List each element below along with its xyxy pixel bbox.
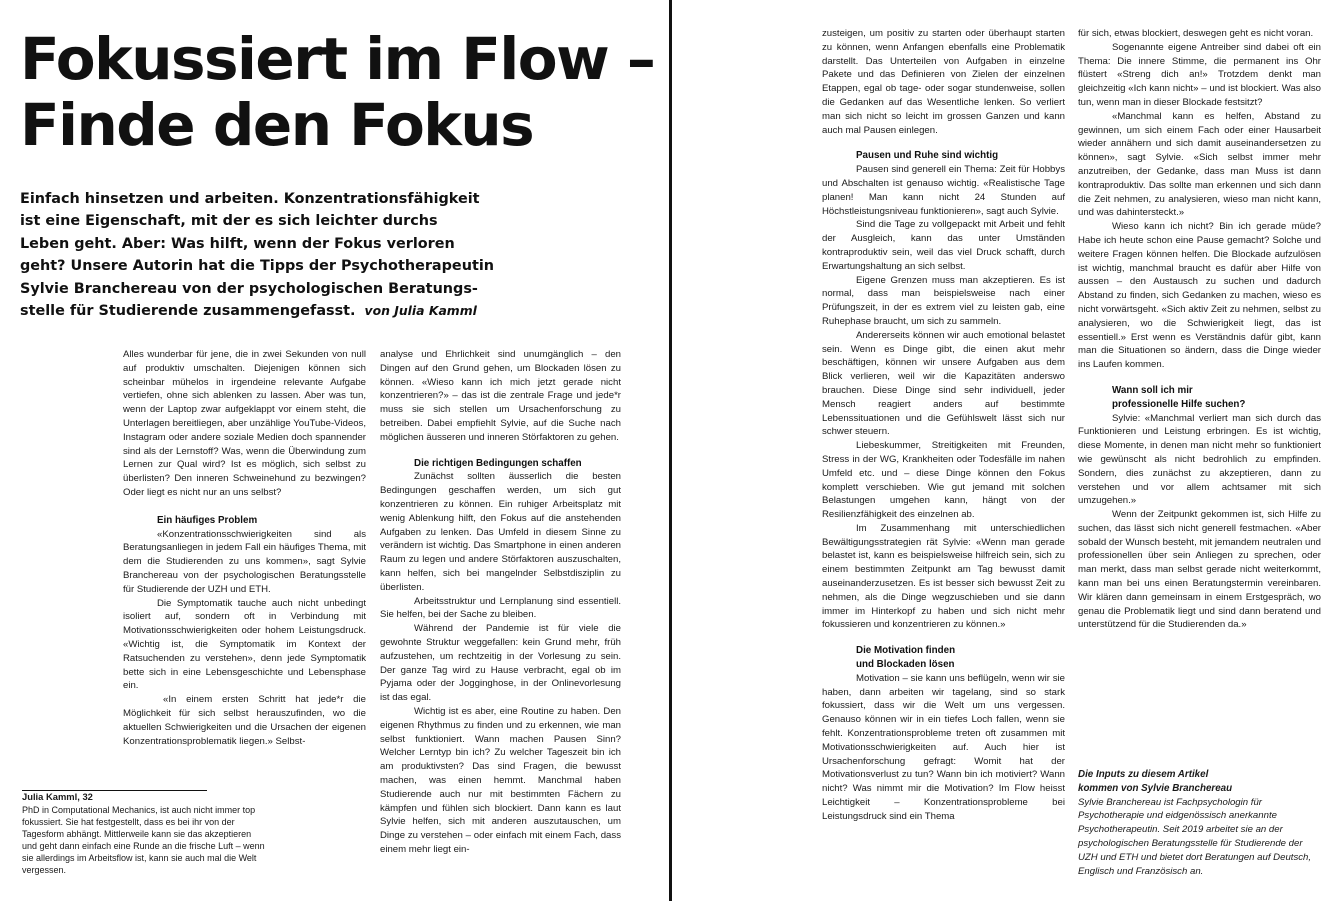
subheading <box>1078 384 1321 412</box>
lead-line-last <box>20 300 520 322</box>
article-lead <box>20 188 520 322</box>
paragraph: Während der Pandemie ist für viele die gewohnte Struktur weggefallen: kein Grund mehr, früh aufzustehen, um rechtzeitig in der Vorlesung zu sein. Der ganze Tag wird zu Hause verbracht, egal ob im Pyjama oder der Jogginghose, in der Onlinevorlesung ist das egal. <box>380 623 621 704</box>
body-column-2 <box>380 348 621 857</box>
lead-line: Leben geht. Aber: Was hilft, wenn der Fokus verloren <box>20 235 455 252</box>
paragraph: Liebeskummer, Streitigkeiten mit Freunden, Stress in der WG, Krankheiten oder Todesfälle im nahen Umfeld etc. und – diese Dinge können den Fokus komplett verschieben. Wie gut jemand mit solchen Belastungen umgehen kann, hängt von der Resilienzfähigkeit des einzelnen ab. <box>822 440 1065 521</box>
paragraph: Sogenannte eigene Antreiber sind dabei oft ein Thema: Die innere Stimme, die permanent ins Ohr flüstert «Streng dich an!» Trotzdem denkt man gleichzeitig «Ich kann nicht» – und ist blockiert. Was also tun, wenn man in dieser Blockade festsitzt? <box>1078 41 1321 108</box>
paragraph: Wenn der Zeitpunkt gekommen ist, sich Hilfe zu suchen, das lässt sich nicht generell festmachen. «Aber sobald der Wunsch besteht, mit jemandem neutralen und professionellen über sein Anliegen zu sprechen, oder man merkt, dass man selbst gerade nicht weiterkommt, kann man bei uns einen Beratungstermin vereinbaren. Wir klären dann gemeinsam in einem Erstgespräch, wo genau die Problematik liegt und sind dann beratend und unterstützend für die Studierenden da.» <box>1078 509 1322 631</box>
subheading-line: Die Motivation finden <box>856 645 956 657</box>
info-heading-line: Die Inputs zu diesem Artikel <box>1078 769 1209 780</box>
paragraph: Andererseits können wir auch emotional belastet sein. Wenn es Dinge gibt, die einen akut mehr beschäftigen, können wir unsere Aufgaben aus dem Blick verlieren, weil wir die Kapazitäten anderswo brauchen. Diese Dinge sind sehr individuell, jeder Mensch reagiert anders auf bestimmte Lebenssituationen und die Gefühlswelt lässt sich nur schwer steuern. <box>822 329 1065 438</box>
subheading: Ein häufiges Problem <box>157 514 258 526</box>
paragraph: Die Symptomatik tauche auch nicht unbedingt isoliert auf, sondern oft in Verbindung mit Motivationsschwierigkeiten oder hohem Leistungsdruck. «Wichtig ist, die Symptomatik im Kontext der Ratsuchenden zu verstehen», denn jede Symptomatik bette sich in eine Lebensgeschichte und Lebensphase ein. <box>123 597 366 692</box>
paragraph: «Konzentrationsschwierigkeiten sind als Beratungsanliegen in jedem Fall ein häufiges Thema, mit dem die Studierenden zu uns kommen», sagt Sylvie Branchereau von der psychologischen Beratungsstelle für Studierende der UZH und ETH. <box>123 528 366 595</box>
paragraph: Sylvie: «Manchmal verliert man sich durch das Funktionieren und Leistung erbringen. Es ist wichtig, diese Momente, in denen man nicht mehr so funktioniert wie gewünscht als nicht bedrohlich zu empfinden. Sondern, dies zunächst zu akzeptieren, dann zu verstehen und vor allem achtsamer mit sich umzugehen.» <box>1078 412 1321 507</box>
subheading-line: Wann soll ich mir <box>1112 384 1193 396</box>
paragraph: «Manchmal kann es helfen, Abstand zu gewinnen, um sich einem Fach oder einer Hausarbeit wieder annähern und sich damit auseinandersetzen zu können», sagt Sylvie. «Sich selbst immer mehr anzutreiben, der Gedanke, dass man Muss ist dann kontraproduktiv. Das sollte man erkennen und sich dann die Zeit nehmen, zu analysieren, wieso man nicht kann, und was dahintersteckt.» <box>1078 110 1321 219</box>
paragraph: Pausen sind generell ein Thema: Zeit für Hobbys und Abschalten ist genauso wichtig. «Realistische Tage planen! Man kann nicht 24 Stunden auf Höchstleistungsniveau funktionieren», sagt auch Sylvie. <box>822 164 1065 217</box>
paragraph: Im Zusammenhang mit unterschiedlichen Bewältigungsstrategien rät Sylvie: «Wenn man gerade belastet ist, kann es beispielsweise hilfreich sein, sich zu einem bestimmten Zeitpunkt am Tag bewusst damit auseinanderzusetzen. Es ist besser sich bewusst Zeit zu nehmen, als die Dinge wegzuschieben und sie dann immer im Hinterkopf zu haben und sich nicht mehr fokussieren und konzentrieren zu können.» <box>822 522 1065 631</box>
info-text: Sylvie Branchereau ist Fachpsychologin für Psychotherapie und eidgenössisch anerkannte Psychotherapeutin. Seit 2019 arbeitet sie an der psychologischen Beratungsstelle für Studierende der UZH und ETH und bietet dort Beratungen auf Deutsch, Englisch und Französisch an. <box>1078 796 1312 877</box>
paragraph: analyse und Ehrlichkeit sind unumgänglich – den Dingen auf den Grund gehen, um Blockaden lösen zu können. «Wieso kann ich mich jetzt gerade nicht konzentrieren?» – das ist die zentrale Frage und jede*r muss sie sich stellen um Ursachenforschung zu betreiben. Dabei empfiehlt Sylvie, auf die Suche nach möglichen äusseren und inneren Störfaktoren zu gehen. <box>380 349 621 443</box>
author-byline: von Julia Kamml <box>364 303 477 319</box>
lead-line: Sylvie Branchereau von der psychologischen Beratungs- <box>20 280 478 297</box>
lead-line: stelle für Studierende zusammengefasst. <box>20 303 356 320</box>
lead-line: geht? Unsere Autorin hat die Tipps der Psychotherapeutin <box>20 258 494 275</box>
body-column-3 <box>822 27 1065 824</box>
paragraph: Motivation – sie kann uns beflügeln, wenn wir sie haben, dann arbeiten wir tagelang, sind so stark fokussiert, dass wir die Welt um uns vergessen. Genauso können wir in ein tiefes Loch fallen, wenn sie fehlt. Konzentrationsprobleme treten oft zusammen mit Motivationsschwierigkeiten auf. Auch hier ist Ursachenforschung gefragt: Womit hat der Motivationsverlust zu tun? Wann bin ich motiviert? Wann nicht? Was nimmt mir die Motivation? Im Flow heisst Leichtigkeit – Konzentrationsprobleme bei Leistungsdruck sind ein Thema <box>822 672 1065 822</box>
subheading-line: und Blockaden lösen <box>856 659 955 671</box>
info-heading-line: kommen von Sylvie Branchereau <box>1078 782 1233 794</box>
bio-text: PhD in Computational Mechanics, ist auch nicht immer top fokussiert. Sie hat festgestellt, dass es bei ihr von der Tagesform abhängt. Mittlerweile kann sie das akzeptieren und geht dann einfach eine Runde an die frische Luft – wenn sie allerdings im Arbeitsflow ist, kann sie auch mal die Welt vergessen. <box>22 805 265 875</box>
lead-line: Einfach hinsetzen und arbeiten. Konzentrationsfähigkeit <box>20 191 480 207</box>
paragraph: Alles wunderbar für jene, die in zwei Sekunden von null auf produktiv umschalten. Diejenigen können sich scheinbar mühelos in irgendeine relevante Aufgabe vertiefen, ohne sich ablenken zu lassen. Aber was tun, wenn der Laptop zwar aufgeklappt vor einem steht, die Unterlagen bereitliegen, aber unzählige YouTube-Videos, Instagram oder andere soziale Medien doch spannender sind als der Lernstoff? Was, wenn die Überwindung zum Lernen zur Qual wird? Ist es möglich, sich selbst zu überlisten? Den inneren Schweinehund zu bezwingen? Oder liegt es nicht nur an uns selbst? <box>123 349 366 498</box>
paragraph: Eigene Grenzen muss man akzeptieren. Es ist normal, dass man beispielsweise nach einer Prüfungszeit, in der es extrem viel zu leisten gab, eine Ruhephase braucht, um sich zu sammeln. <box>822 274 1065 327</box>
title-line-2: Finde den Fokus <box>20 91 534 159</box>
paragraph: Wichtig ist es aber, eine Routine zu haben. Den eigenen Rhythmus zu finden und zu erkennen, wie man selbst funktioniert. Wann machen Pausen Sinn? Welcher Lerntyp bin ich? Zu welcher Tageszeit bin ich am produktivsten? Das sind Fragen, die bewusst machen, was einen hemmt. Manchmal haben Studierende auch nur mit bestimmten Fächern zu kämpfen und fühlen sich blockiert. Dann kann es laut Sylvie helfen, sich mit anderen auszutauschen, um Dinge zu verstehen – oder einfach mit einem Fach, dass einem mehr liegt ein- <box>380 705 621 855</box>
subheading <box>822 644 1065 672</box>
title-line-1: Fokussiert im Flow – <box>20 25 655 93</box>
expert-info-box <box>1078 768 1322 878</box>
paragraph: Arbeitsstruktur und Lernplanung sind essentiell. Sie helfen, bei der Sache zu bleiben. <box>380 595 621 621</box>
paragraph: Wieso kann ich nicht? Bin ich gerade müde? Habe ich heute schon eine Pause gemacht? Solche und weitere Fragen können helfen. Die Blockade aufzulösen ist wichtig, manchmal braucht es dafür aber Hilfe von aussen – den Austausch zu suchen und dadurch Abstand zu finden, sich Gedanken zu machen, wieso es nicht vorwärtsgeht. «Sich aktiv Zeit zu nehmen, selbst zu analysieren, wo die Schwierigkeit liegt, das ist essentiell.» Erst wenn es Verständnis dafür gibt, kann man die Situationen so ändern, dass die Dinge wieder ins Laufen kommen. <box>1078 221 1321 371</box>
author-bio <box>22 791 268 876</box>
info-heading <box>1078 768 1322 796</box>
paragraph: Zunächst sollten äusserlich die besten Bedingungen geschaffen werden, um sich gut konzentrieren zu können. Ein ruhiger Arbeitsplatz mit wenig Ablenkung hilft, den Fokus auf die anstehenden Aufgaben zu lenken. Das Umfeld in diesem Sinne zu verändern ist wichtig. Das Smartphone in einen anderen Raum zu legen und andere Störfaktoren auszuschalten, kann helfen, sich bei mangelnder Selbstdisziplin zu überlisten. <box>380 471 621 593</box>
paragraph: «In einem ersten Schritt hat jede*r die Möglichkeit für sich selbst herauszufinden, wo die aktuellen Schwierigkeiten und die Ursachen der eigenen Konzentrationsproblematik liegen.» Selbst- <box>123 694 366 747</box>
body-column-4 <box>1078 27 1321 632</box>
subheading-line: professionelle Hilfe suchen? <box>1112 398 1246 410</box>
article-title <box>20 26 654 158</box>
page-divider <box>669 0 672 901</box>
paragraph: für sich, etwas blockiert, deswegen geht es nicht voran. <box>1078 28 1314 39</box>
paragraph: Sind die Tage zu vollgepackt mit Arbeit und fehlt der Ausgleich, kann das unter Umständen kontraproduktiv sein, weil das viel Druck schafft, durch Erwartungshaltung an sich selbst. <box>822 219 1065 272</box>
paragraph: zusteigen, um positiv zu starten oder überhaupt starten zu können, wenn Anfangen ebenfalls eine Problematik darstellt. Das Unterteilen von Aufgaben in einzelne Pakete und das Definieren von Zielen der einzelnen Etappen, egal ob tage- oder sogar stundenweise, sollen die Gedanken auf das Wesentliche lenken. So verliert man sich nicht so leicht im grossen Ganzen und kann auch mal Pausen einlegen. <box>822 28 1065 136</box>
bio-name: Julia Kamml, 32 <box>22 791 93 802</box>
lead-line: ist eine Eigenschaft, mit der es sich leichter durchs <box>20 213 438 230</box>
subheading: Die richtigen Bedingungen schaffen <box>414 457 582 469</box>
subheading: Pausen und Ruhe sind wichtig <box>856 150 999 162</box>
body-column-1 <box>123 348 366 748</box>
